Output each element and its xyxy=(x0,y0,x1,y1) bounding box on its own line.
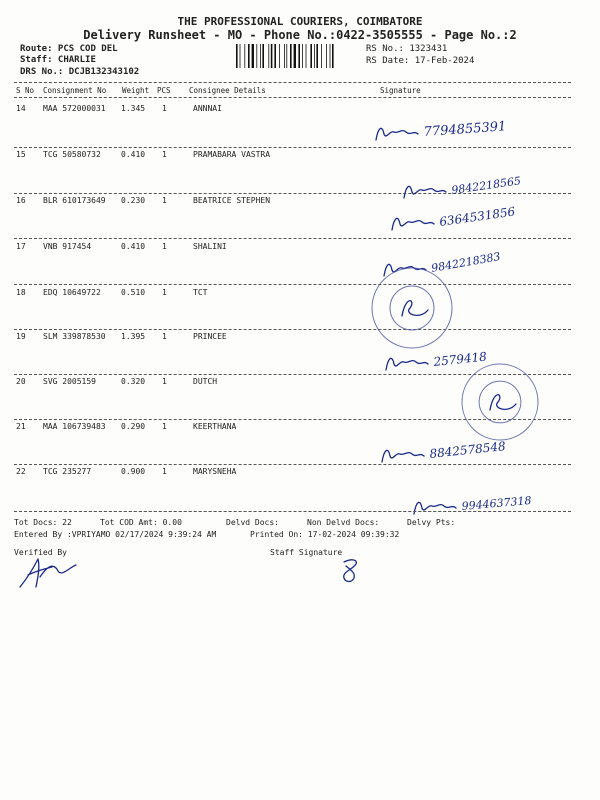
runsheet-subtitle: Delivery Runsheet - MO - Phone No.:0422-3505555 - Page No.:2 xyxy=(83,28,517,42)
row-consignment-no: VNB 917454 xyxy=(43,242,92,251)
row-consignee: SHALINI xyxy=(193,242,227,251)
staff-label: Staff: CHARLIE xyxy=(20,55,96,65)
recipient-phone: 7794855391 xyxy=(423,119,507,140)
recipient-phone: 6364531856 xyxy=(438,204,517,229)
row-sno: 14 xyxy=(16,104,26,113)
row-pcs: 1 xyxy=(162,242,167,251)
company-title: THE PROFESSIONAL COURIERS, COIMBATORE xyxy=(177,15,423,28)
row-sno: 17 xyxy=(16,242,26,251)
recipient-phone: 9842218565 xyxy=(450,174,522,197)
row-weight: 0.410 xyxy=(121,242,146,251)
row-weight: 0.900 xyxy=(121,467,146,476)
col-header-signature: Signature xyxy=(380,86,421,95)
verifier-signature xyxy=(14,553,84,593)
row-consignment-no: BLR 610173649 xyxy=(43,196,106,205)
row-sno: 19 xyxy=(16,332,26,341)
header-divider xyxy=(14,82,571,83)
row-consignment-no: TCG 50580732 xyxy=(43,150,101,159)
total-docs: Tot Docs: 22 xyxy=(14,518,72,527)
row-sno: 21 xyxy=(16,422,26,431)
verified-by-label: Verified By xyxy=(14,548,67,557)
row-pcs: 1 xyxy=(162,104,167,113)
row-consignee: MARYSNEHA xyxy=(193,467,237,476)
entered-by: Entered By :VPRIYAMO 02/17/2024 9:39:24 AM xyxy=(14,530,217,539)
delivery-points: Delvy Pts: xyxy=(407,518,456,527)
rs-number: RS No.: 1323431 xyxy=(366,44,448,54)
recipient-phone: 9842218383 xyxy=(430,249,502,275)
recipient-stamp xyxy=(460,362,540,442)
row-consignee: DUTCH xyxy=(193,377,218,386)
header-divider xyxy=(14,97,571,98)
row-sno: 20 xyxy=(16,377,26,386)
row-sno: 16 xyxy=(16,196,26,205)
row-pcs: 1 xyxy=(162,288,167,297)
row-consignment-no: SVG 2005159 xyxy=(43,377,96,386)
row-pcs: 1 xyxy=(162,332,167,341)
col-header-consignee: Consignee Details xyxy=(189,86,266,95)
row-sno: 22 xyxy=(16,467,26,476)
row-weight: 0.320 xyxy=(121,377,146,386)
table-end-divider xyxy=(14,511,571,512)
non-delivered-docs: Non Delvd Docs: xyxy=(307,518,380,527)
row-consignment-no: MAA 106739483 xyxy=(43,422,106,431)
row-pcs: 1 xyxy=(162,196,167,205)
row-weight: 0.230 xyxy=(121,196,146,205)
col-header-pcs: PCS xyxy=(157,86,171,95)
row-consignee: ANNNAI xyxy=(193,104,222,113)
col-header-sno: S No xyxy=(16,86,35,95)
row-pcs: 1 xyxy=(162,377,167,386)
col-header-weight: Weight xyxy=(122,86,150,95)
row-weight: 0.510 xyxy=(121,288,146,297)
row-weight: 0.410 xyxy=(121,150,146,159)
drs-number: DRS No.: DCJB132343102 xyxy=(20,67,140,77)
row-weight: 0.290 xyxy=(121,422,146,431)
recipient-phone: 9944637318 xyxy=(461,493,532,513)
row-consignment-no: TCG 235277 xyxy=(43,467,92,476)
row-weight: 1.345 xyxy=(121,104,146,113)
delivered-docs: Delvd Docs: xyxy=(226,518,279,527)
row-consignment-no: SLM 339878530 xyxy=(43,332,106,341)
row-divider xyxy=(14,329,571,330)
row-sno: 18 xyxy=(16,288,26,297)
row-consignee: PRINCEE xyxy=(193,332,227,341)
row-pcs: 1 xyxy=(162,150,167,159)
barcode-icon xyxy=(236,44,358,68)
recipient-phone: 8842578548 xyxy=(428,439,507,461)
row-consignee: BEATRICE STEPHEN xyxy=(193,196,271,205)
col-header-consignment: Consignment No xyxy=(43,86,107,95)
total-cod-amount: Tot COD Amt: 0.00 xyxy=(100,518,182,527)
row-consignment-no: MAA 572000031 xyxy=(43,104,106,113)
printed-on: Printed On: 17-02-2024 09:39:32 xyxy=(250,530,400,539)
row-pcs: 1 xyxy=(162,422,167,431)
rs-date: RS Date: 17-Feb-2024 xyxy=(366,56,475,66)
route-label: Route: PCS COD DEL xyxy=(20,44,118,54)
row-consignment-no: EDQ 10649722 xyxy=(43,288,101,297)
staff-signature xyxy=(336,556,366,586)
row-consignee: TCT xyxy=(193,288,208,297)
staff-signature-label: Staff Signature xyxy=(270,548,343,557)
recipient-signature xyxy=(388,200,568,240)
recipient-stamp xyxy=(370,266,454,350)
row-pcs: 1 xyxy=(162,467,167,476)
recipient-signature xyxy=(372,110,562,150)
recipient-phone: 2579418 xyxy=(432,349,488,369)
row-weight: 1.395 xyxy=(121,332,146,341)
row-consignee: KEERTHANA xyxy=(193,422,237,431)
row-consignee: PRAMABARA VASTRA xyxy=(193,150,271,159)
row-sno: 15 xyxy=(16,150,26,159)
